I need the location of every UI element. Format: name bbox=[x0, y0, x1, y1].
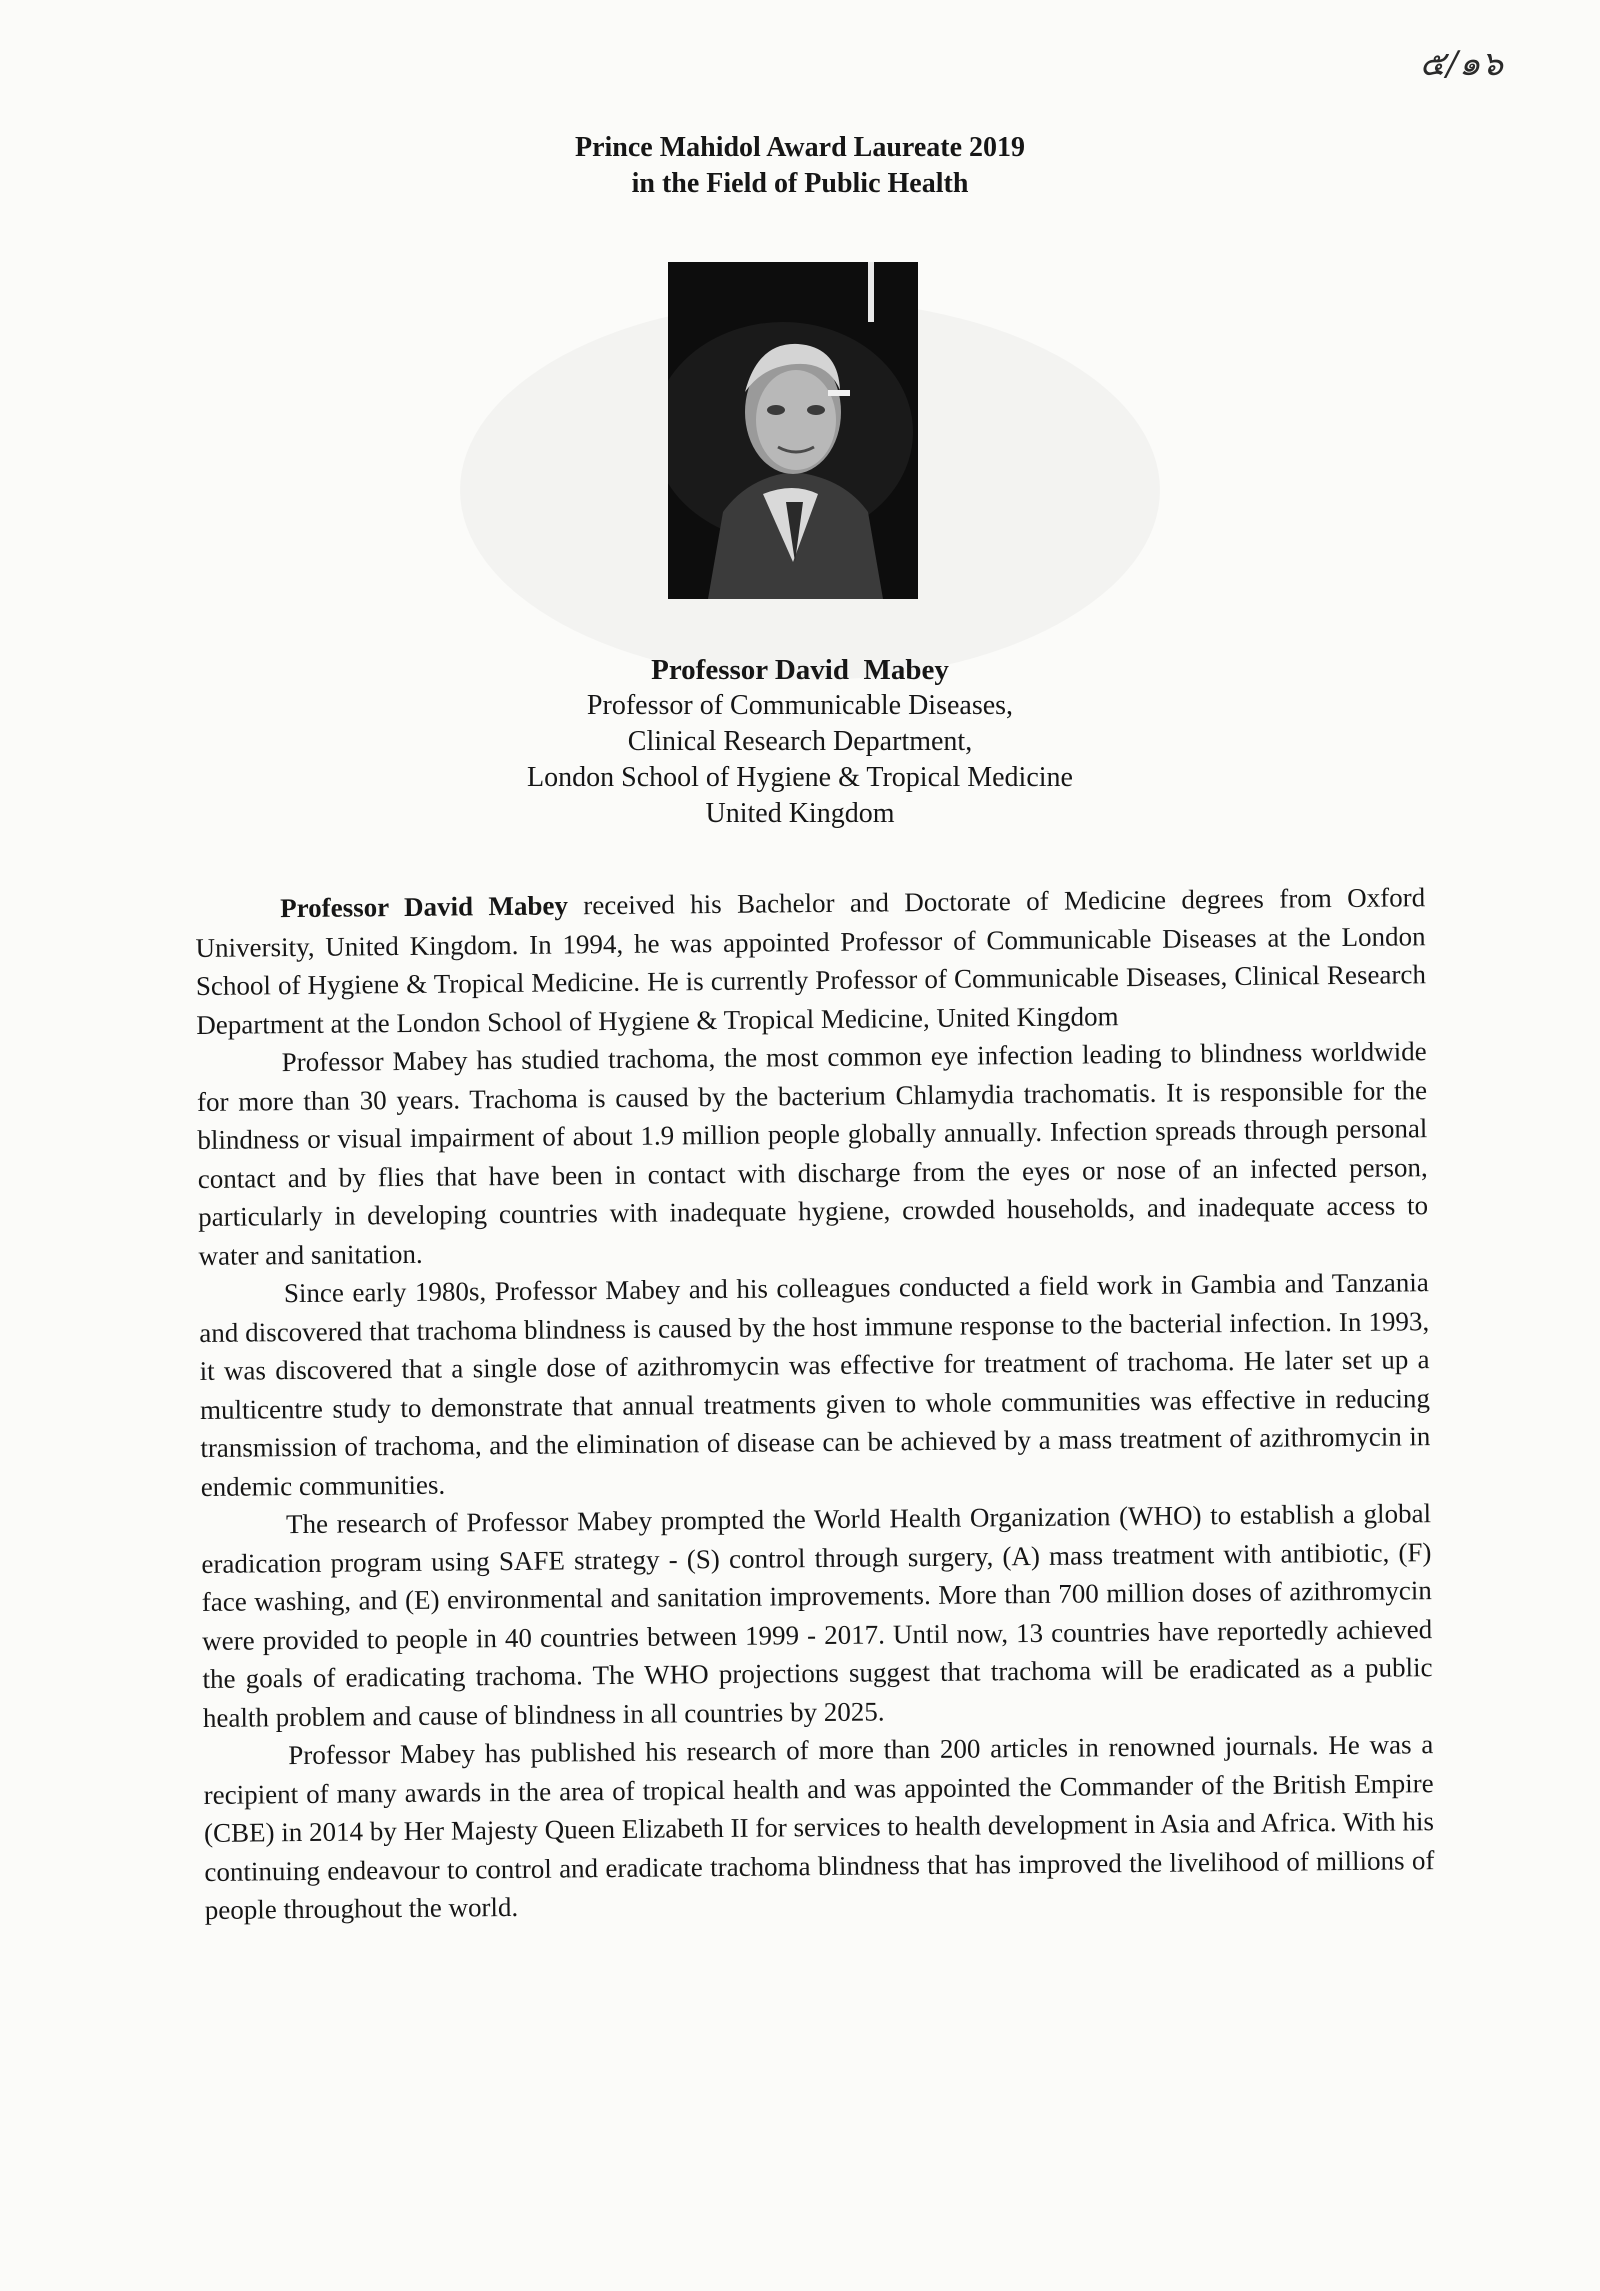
biography-body bbox=[195, 878, 1435, 1929]
paragraph-who-program: The research of Professor Mabey prompted the World Health Organization (WHO) to establish a global eradication program using SAFE strategy - (S) control through surgery, (A) mass treatment with antibiotic, (F) face washing, and (E) environmental and sanitation improvements. More than 700 million doses of azithromycin were provided to people in 40 countries between 1999 - 2017. Until now, 13 countries have reportedly achieved the goals of eradicating trachoma. The WHO projections suggest that trachoma will be eradicated as a public health problem and cause of blindness in all countries by 2025. bbox=[201, 1498, 1433, 1733]
laureate-info bbox=[0, 652, 1600, 832]
paragraph-awards: Professor Mabey has published his research of more than 200 articles in renowned journals. He was a recipient of many awards in the area of tropical health and was appointed the Commander of the British Empire (CBE) in 2014 by Her Majesty Queen Elizabeth II for services to health development in Asia and Africa. With his continuing endeavour to control and eradicate trachoma blindness that has improved the livelihood of millions of people throughout the world. bbox=[203, 1729, 1435, 1925]
paragraph-trachoma-research: Professor Mabey has studied trachoma, the most common eye infection leading to blindness worldwide for more than 30 years. Trachoma is caused by the bacterium Chlamydia trachomatis. It is responsible for the blindness or visual impairment of about 1.9 million people globally annually. Infection spreads through personal contact and by flies that have been in contact with discharge from the eyes or nose of an infected person, particularly in developing countries with inadequate hygiene, crowded households, and inadequate access to water and sanitation. bbox=[196, 1036, 1429, 1271]
laureate-country: United Kingdom bbox=[705, 798, 895, 829]
paragraph-education bbox=[195, 878, 1426, 1044]
page-number: ๕/๑๖ bbox=[1419, 44, 1504, 84]
laureate-position: Professor of Communicable Diseases, bbox=[586, 690, 1014, 721]
laureate-name: Professor David Mabey bbox=[651, 654, 949, 686]
portrait-image bbox=[668, 262, 918, 599]
document-title bbox=[0, 130, 1600, 202]
laureate-portrait-photo bbox=[668, 262, 918, 599]
title-line-2: in the Field of Public Health bbox=[631, 168, 969, 199]
laureate-institution: London School of Hygiene & Tropical Medicine bbox=[527, 762, 1073, 793]
paragraph-lead-name: Professor David Mabey bbox=[280, 890, 569, 924]
laureate-department: Clinical Research Department, bbox=[627, 726, 973, 757]
title-line-1: Prince Mahidol Award Laureate 2019 bbox=[574, 132, 1026, 163]
paragraph-field-work: Since early 1980s, Professor Mabey and his colleagues conducted a field work in Gambia and Tanzania and discovered that trachoma blindness is caused by the host immune response to the bacterial infection. In 1993, it was discovered that a single dose of azithromycin was effective for treatment of trachoma. He later set up a multicentre study to demonstrate that annual treatments given to whole communities was effective in reducing transmission of trachoma, and the elimination of disease can be achieved by a mass treatment of azithromycin in endemic communities. bbox=[199, 1267, 1431, 1502]
paragraph-education-text: received his Bachelor and Doctorate of Medicine degrees from Oxford University, United Kingdom. In 1994, he was appointed Professor of Communicable Diseases at the London School of Hygiene & Tropical Medicine. He is currently Professor of Communicable Diseases, Clinical Research Department at the London School of Hygiene & Tropical Medicine, United Kingdom bbox=[195, 882, 1427, 1040]
